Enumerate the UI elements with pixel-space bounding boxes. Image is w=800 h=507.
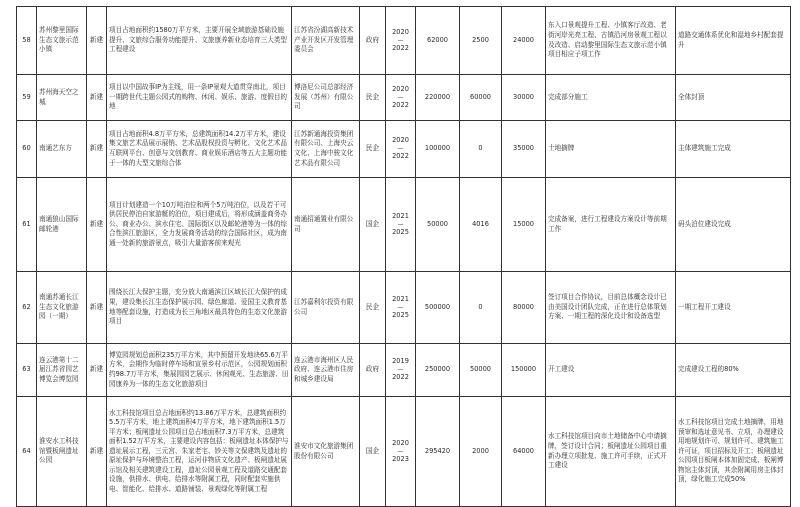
investor-type: 民企 (360, 75, 386, 121)
current-progress: 完成部分施工 (546, 75, 676, 121)
project-owner: 江苏嘉利尔投资有限公司 (292, 272, 360, 344)
construction-type: 新建 (87, 75, 107, 121)
completed-investment: 30000 (502, 75, 546, 121)
table-row (17, 7, 791, 75)
annual-target: 码头泊位建设完成 (676, 178, 791, 272)
project-owner: 连云港市海州区人民政府、连云港市住房和城乡建设局 (292, 344, 360, 397)
project-name: 南通狼山国际邮轮港 (37, 178, 87, 272)
table-row (17, 344, 791, 397)
investor-type: 政府 (360, 344, 386, 397)
construction-period (386, 272, 416, 344)
construction-type: 新建 (87, 272, 107, 344)
row-number: 59 (17, 75, 37, 121)
year-start: 2021 (392, 211, 409, 220)
construction-period (386, 178, 416, 272)
row-number: 58 (17, 7, 37, 75)
year-dash: — (397, 303, 404, 311)
annual-plan-investment: 50000 (460, 344, 502, 397)
row-number: 64 (17, 397, 37, 507)
year-start: 2019 (392, 357, 409, 366)
project-description: 水工科技馆项目总占地面积约13.86万平方米，总建筑面积约5.5万平方米，地上建筑面积4万平方米，地下建筑面积1.5万平方米；板闸遗址公园项目总占地面积7.3万平方米，总建筑面积1.52万平方米，主要建设内容包括：板闸遗址本体保护与遗址展示工程，三元宫、朱家老宅、钞关等文保建筑及遗址的原址保护与环境整治工程，运河非物质文化遗产、板闸遗址展示馆及相关建筑建设工程，遗址公园景观工程及道路交通配套设施，供排水、供电、给排水等附属工程，同时配套实施供电、智能化、给排水、道路铺装、景观绿化等附属工程 (107, 397, 292, 507)
year-end: 2025 (392, 227, 409, 236)
construction-type: 新建 (87, 178, 107, 272)
annual-target: 全体封顶 (676, 75, 791, 121)
current-progress: 水工科技馆项目向市土地储备中心申请摘牌，签订设计合同；板闸遗址公园项目重新办理立项批复、施工许可手续，正式开工建设 (546, 397, 676, 507)
year-end: 2022 (392, 152, 409, 160)
table-row (17, 121, 791, 178)
project-description: 围绕长江大保护主题，充分放大南通滨江区域长江大保护的成果，建设集长江生态保护展示园、绿色廊道、爱国主义教育基地等配套设施，打造成为长三角地区最具特色的生态文化旅游项目 (107, 272, 292, 344)
year-dash: — (397, 220, 404, 228)
year-end: 2025 (392, 310, 409, 319)
year-end: 2022 (392, 373, 409, 381)
year-start: 2020 (392, 136, 409, 145)
year-dash: — (397, 36, 404, 44)
construction-type: 新建 (87, 344, 107, 397)
project-description: 项目计划建造一个10万吨泊位和两个5万吨泊位，以及若干可供居民停泊自家游艇的泊位，项目建成后，将形成涵盖商务办公、商业办公、滨水住宅、国际街区以及邮轮港等为一体的综合性滨江旅游区，全力发展商务活动的综合国际社区，成为南通一处新的旅游景点，吸引大量游客前来观光 (107, 178, 292, 272)
construction-type: 新建 (87, 397, 107, 507)
project-name: 淮安水工科技馆暨板闸遗址公园 (37, 397, 87, 507)
annual-plan-investment: 2500 (460, 7, 502, 75)
year-dash: — (397, 93, 404, 101)
year-end: 2022 (392, 100, 409, 109)
project-description: 博览园规划总面积235万平方米，其中预留开发地块65.6万平方米，会期作为临时停车场和宣景乡村示范区，公园规划面积约98.7万平方米，集展园园艺展示、休闲观光、生态旅游、田园康养为一体的生态文化旅游项目 (107, 344, 292, 397)
project-name: 南通艺东方 (37, 121, 87, 178)
completed-investment: 64000 (502, 397, 546, 507)
total-investment: 220000 (416, 75, 460, 121)
project-name: 连云港第十二届江苏省园艺博览会博览园 (37, 344, 87, 397)
project-name: 苏州海天空之城 (37, 75, 87, 121)
year-dash: — (397, 145, 404, 152)
annual-plan-investment: 4016 (460, 178, 502, 272)
investor-type: 民企 (360, 272, 386, 344)
total-investment: 100000 (416, 121, 460, 178)
construction-period (386, 397, 416, 507)
row-number: 63 (17, 344, 37, 397)
year-start: 2020 (392, 84, 409, 93)
year-dash: — (397, 366, 404, 373)
total-investment: 62000 (416, 7, 460, 75)
year-end: 2023 (392, 454, 409, 463)
project-description: 项目占地面积约1580万平方米，主要开展全域旅游基础设施提升、文旅综合服务功能提升、文旅康养新业态培育三大类型工程建设 (107, 7, 292, 75)
annual-plan-investment: 0 (460, 272, 502, 344)
total-investment: 50000 (416, 178, 460, 272)
year-end: 2022 (392, 43, 409, 52)
investor-type: 国企 (360, 178, 386, 272)
construction-type: 新建 (87, 121, 107, 178)
year-start: 2020 (392, 438, 409, 447)
table-row (17, 397, 791, 507)
row-number: 62 (17, 272, 37, 344)
annual-plan-investment: 60000 (460, 75, 502, 121)
annual-plan-investment: 2000 (460, 397, 502, 507)
project-name: 南通苏通长江生态文化旅游园（一期） (37, 272, 87, 344)
completed-investment: 80000 (502, 272, 546, 344)
annual-target: 道路交通体系优化和湿地乡村配套提升 (676, 7, 791, 75)
construction-period (386, 7, 416, 75)
project-name: 苏州黎里国际生态文旅示范小镇 (37, 7, 87, 75)
project-owner: 博洛尼公司总部经济发展（苏州）有限公司 (292, 75, 360, 121)
row-number: 61 (17, 178, 37, 272)
year-dash: — (397, 447, 404, 455)
year-start: 2021 (392, 294, 409, 303)
table-row (17, 272, 791, 344)
investor-type: 政府 (360, 7, 386, 75)
project-owner: 淮安市文化旅游集团股份有限公司 (292, 397, 360, 507)
total-investment: 250000 (416, 344, 460, 397)
table-row (17, 178, 791, 272)
completed-investment: 35000 (502, 121, 546, 178)
investor-type: 国企 (360, 397, 386, 507)
project-table (16, 6, 791, 507)
construction-period (386, 121, 416, 178)
current-progress: 土地摘牌 (546, 121, 676, 178)
investor-type: 民企 (360, 121, 386, 178)
annual-target: 主体建筑施工完成 (676, 121, 791, 178)
annual-target: 水工科技馆项目完成土地摘牌，用地预审和选址意见书、立项，办理建设用地规划许可、规划许可、建筑施工许可证，项目招标及开工；板闸遗址公园项目板闸本体加固完成、板闸博物馆主体封顶，其余附属用房主体封顶，绿化施工完成50% (676, 397, 791, 507)
year-start: 2020 (392, 27, 409, 36)
current-progress: 完成备案，进行工程建设方案设计等前期工作 (546, 178, 676, 272)
construction-period (386, 75, 416, 121)
construction-type: 新建 (87, 7, 107, 75)
table-row (17, 75, 791, 121)
project-owner: 南通招通置业有限公司 (292, 178, 360, 272)
annual-plan-investment: 0 (460, 121, 502, 178)
project-owner: 江苏新通海投资集团有限公司、上海央云文化、上海中骏文化艺术品有限公司 (292, 121, 360, 178)
current-progress: 开工建设 (546, 344, 676, 397)
project-description: 项目以中国故事IP为主线，用一条IP景观大道贯穿南北，项目一期跨世代主题公园式的购物、休闲、娱乐、旅游、度假目的地 (107, 75, 292, 121)
completed-investment: 24000 (502, 7, 546, 75)
current-progress: 签订项目合作协议，目前总体概念设计已由美国设计团队完成，正在进行总体策划方案、一期工程的深化设计和设备选型 (546, 272, 676, 344)
total-investment: 500000 (416, 272, 460, 344)
total-investment: 295420 (416, 397, 460, 507)
project-description: 项目占地面积4.8万平方米，总建筑面积14.2万平方米，建设集文旅艺术品展示展销、艺术品股权投资与孵化、文化艺术品互联网平台、创意与文创教育、商业娱乐酒店等五大主题功能于一体的大型文旅综合体 (107, 121, 292, 178)
annual-target: 完成建设工程的80% (676, 344, 791, 397)
annual-target: 一期工程开工建设 (676, 272, 791, 344)
table-body (17, 7, 791, 507)
project-owner: 江苏省汾湖高新技术产业开发区开发管理委员会 (292, 7, 360, 75)
completed-investment: 15000 (502, 178, 546, 272)
row-number: 60 (17, 121, 37, 178)
completed-investment: 150000 (502, 344, 546, 397)
current-progress: 东入口景观提升工程、小镇客厅改造、老街河岸光亮工程、古镇沿河房景观工程以及改造、启动黎里国际生态文旅示范小镇项目相应子项工作 (546, 7, 676, 75)
construction-period (386, 344, 416, 397)
